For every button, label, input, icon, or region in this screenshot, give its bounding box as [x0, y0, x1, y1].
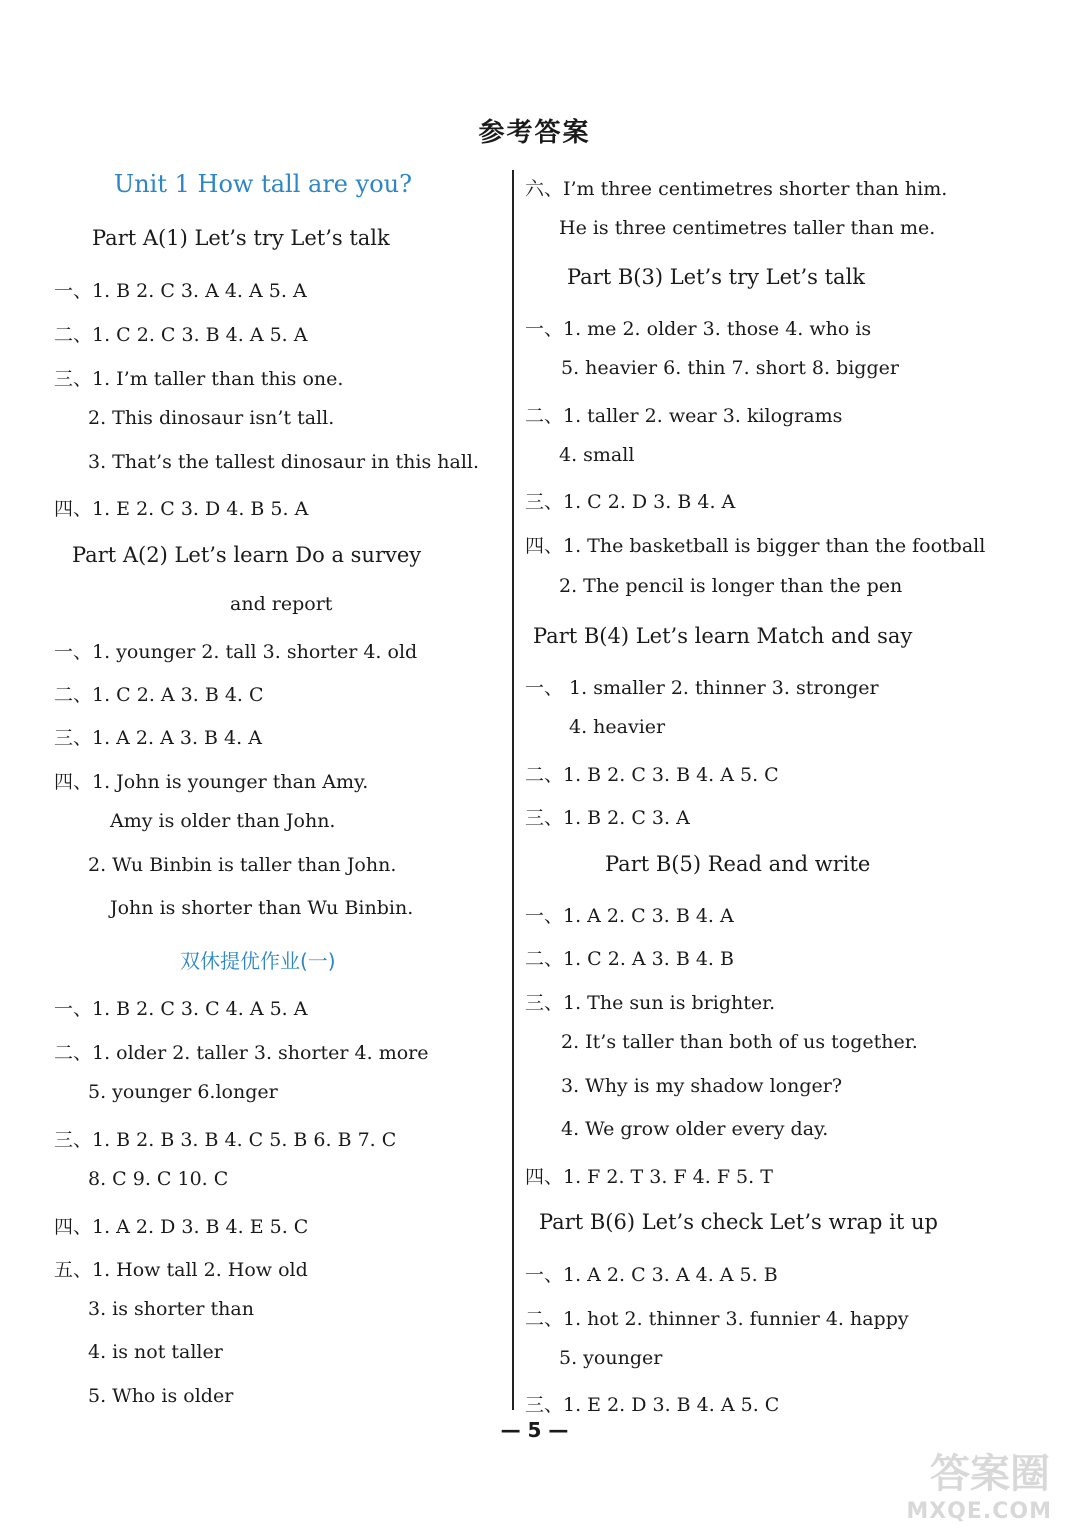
answer-line: 三、1. B 2. C 3. A: [525, 807, 690, 829]
answer-line: 3. is shorter than: [88, 1298, 254, 1320]
answer-line: 2. It’s taller than both of us together.: [561, 1031, 918, 1053]
answer-line: 一、1. A 2. C 3. A 4. A 5. B: [525, 1264, 778, 1286]
answer-line: 五、1. How tall 2. How old: [54, 1259, 308, 1281]
answer-line: 四、1. F 2. T 3. F 4. F 5. T: [525, 1166, 773, 1188]
answer-line: 二、1. older 2. taller 3. shorter 4. more: [54, 1042, 429, 1064]
watermark-site: MXQE.COM: [906, 1499, 1052, 1524]
answer-line: 三、1. E 2. D 3. B 4. A 5. C: [525, 1394, 780, 1416]
answer-line: He is three centimetres taller than me.: [559, 217, 936, 239]
answer-line: John is shorter than Wu Binbin.: [110, 897, 414, 919]
answer-line: 5. younger 6.longer: [88, 1081, 278, 1103]
answer-line: 六、I’m three centimetres shorter than him.: [525, 178, 948, 200]
section-heading: Part B(3) Let’s try Let’s talk: [567, 265, 866, 289]
answer-line: 二、1. hot 2. thinner 3. funnier 4. happy: [525, 1308, 909, 1330]
section-heading: Part B(5) Read and write: [605, 852, 871, 876]
answer-line: 一、 1. smaller 2. thinner 3. stronger: [525, 677, 879, 699]
answer-line: 4. is not taller: [88, 1341, 223, 1363]
answer-line: 二、1. C 2. C 3. B 4. A 5. A: [54, 324, 308, 346]
page-number: — 5 —: [500, 1418, 569, 1442]
section-heading: Part A(2) Let’s learn Do a survey: [72, 543, 422, 567]
answer-line: 二、1. taller 2. wear 3. kilograms: [525, 405, 843, 427]
answer-line: 三、1. The sun is brighter.: [525, 992, 776, 1014]
section-heading-cont: and report: [230, 593, 333, 615]
answer-line: 三、1. A 2. A 3. B 4. A: [54, 727, 262, 749]
answer-line: 四、1. John is younger than Amy.: [54, 771, 369, 793]
answer-line: 2. The pencil is longer than the pen: [559, 575, 903, 597]
watermark-logo: 答案圈: [930, 1451, 1050, 1497]
answer-line: 三、1. B 2. B 3. B 4. C 5. B 6. B 7. C: [54, 1129, 397, 1151]
answer-line: 2. This dinosaur isn’t tall.: [88, 407, 335, 429]
unit-heading: Unit 1 How tall are you?: [114, 170, 412, 198]
answer-line: 二、1. B 2. C 3. B 4. A 5. C: [525, 764, 779, 786]
section-heading: Part B(6) Let’s check Let’s wrap it up: [539, 1210, 938, 1234]
answer-line: 3. That’s the tallest dinosaur in this hall.: [88, 451, 480, 473]
answer-line: 一、1. me 2. older 3. those 4. who is: [525, 318, 872, 340]
answer-line: 4. small: [559, 444, 635, 466]
column-divider: [512, 170, 514, 1410]
answer-line: 四、1. E 2. C 3. D 4. B 5. A: [54, 498, 309, 520]
section-heading: Part A(1) Let’s try Let’s talk: [92, 226, 390, 250]
answer-line: 3. Why is my shadow longer?: [561, 1075, 843, 1097]
answer-line: 三、1. I’m taller than this one.: [54, 368, 344, 390]
watermark: [880, 1440, 1060, 1530]
answer-line: 4. We grow older every day.: [561, 1118, 829, 1140]
weekend-homework-heading: 双休提优作业(一): [180, 949, 336, 973]
answer-line: 2. Wu Binbin is taller than John.: [88, 854, 397, 876]
answer-line: 5. Who is older: [88, 1385, 234, 1407]
answer-line: 四、1. A 2. D 3. B 4. E 5. C: [54, 1216, 309, 1238]
answer-line: 二、1. C 2. A 3. B 4. B: [525, 948, 734, 970]
answer-line: 三、1. C 2. D 3. B 4. A: [525, 491, 736, 513]
section-heading: Part B(4) Let’s learn Match and say: [533, 624, 913, 648]
answer-line: 一、1. younger 2. tall 3. shorter 4. old: [54, 641, 418, 663]
answer-line: 一、1. B 2. C 3. C 4. A 5. A: [54, 998, 308, 1020]
answer-line: 4. heavier: [569, 716, 666, 738]
answer-line: 5. younger: [559, 1347, 663, 1369]
answer-line: Amy is older than John.: [110, 810, 336, 832]
answer-line: 二、1. C 2. A 3. B 4. C: [54, 684, 264, 706]
page-title: 参考答案: [478, 118, 591, 148]
answer-line: 一、1. B 2. C 3. A 4. A 5. A: [54, 280, 307, 302]
answer-line: 一、1. A 2. C 3. B 4. A: [525, 905, 734, 927]
answer-line: 四、1. The basketball is bigger than the football: [525, 535, 986, 557]
answer-line: 5. heavier 6. thin 7. short 8. bigger: [561, 357, 899, 379]
answer-line: 8. C 9. C 10. C: [88, 1168, 229, 1190]
